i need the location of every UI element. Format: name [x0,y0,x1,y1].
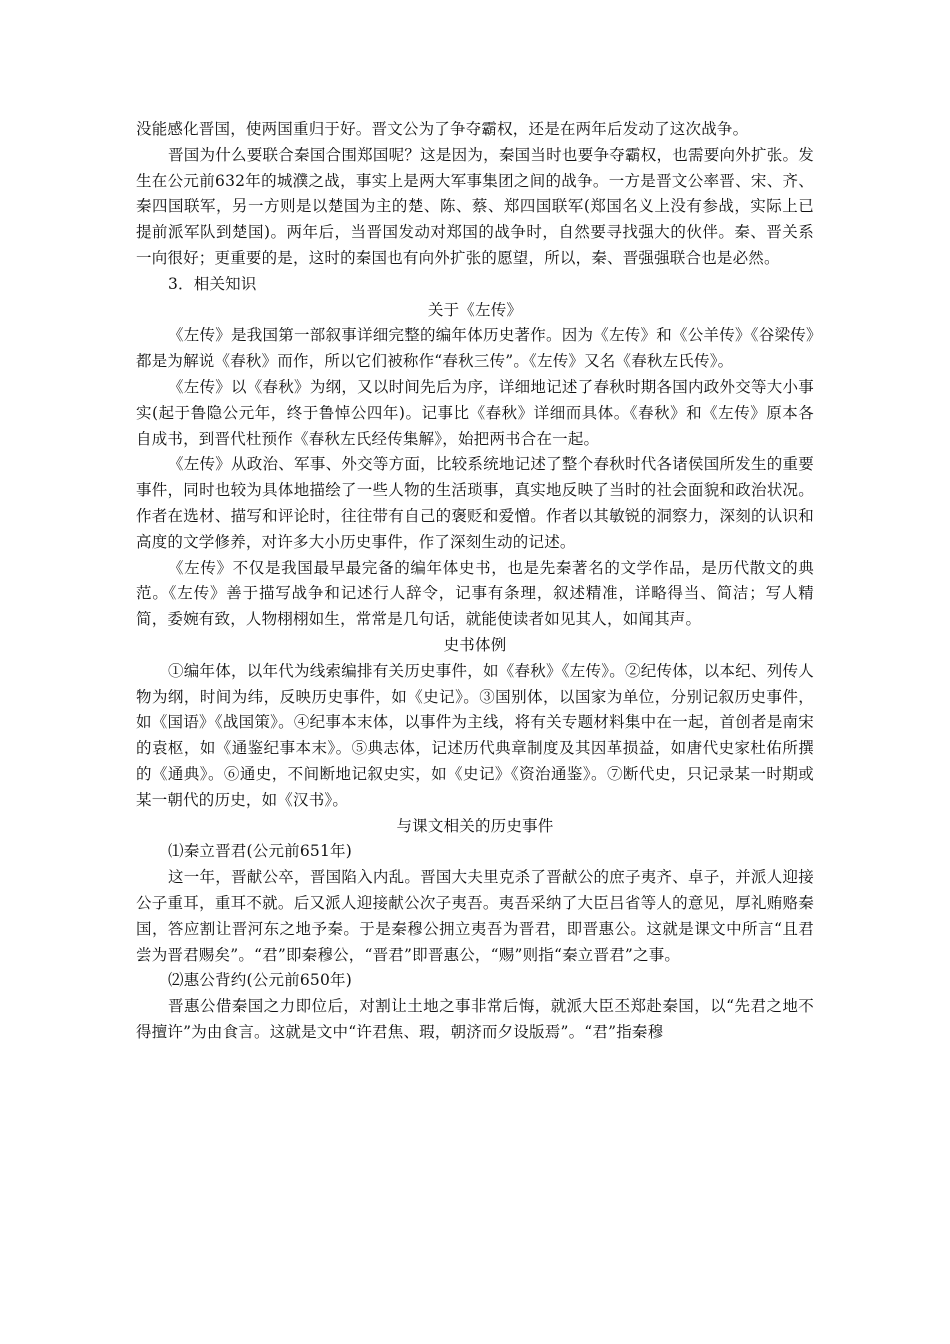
subheading-historiography-styles: 史书体例 [443,635,507,654]
paragraph-2: 晋国为什么要联合秦国合围郑国呢？这是因为，秦国当时也要争夺霸权，也需要向外扩张。发生在公元前632年的城濮之战，事实上是两大军事集团之间的战争。一方是晋文公率晋、宋、齐、秦四国联军，另一方则是以楚国为主的楚、陈、蔡、郑四国联军(郑国名义上没有参战，实际上已提前派军队到楚国)。两年后，当晋国发动对郑国的战争时，自然要寻找强大的伙伴。秦、晋关系一向很好；更重要的是，这时的秦国也有向外扩张的愿望，所以，秦、晋强强联合也是必然。 [136,145,814,267]
subheading-about-zuozhuan: 关于《左传》 [427,300,523,319]
paragraph-6: 《左传》不仅是我国最早最完备的编年体史书，也是先秦著名的文学作品，是历代散文的典范。《左传》善于描写战争和记述行人辞令，记事有条理，叙述精准，详略得当、简洁；写人精简，委婉有致，人物栩栩如生，常常是几句话，就能使读者如见其人，如闻其声。 [136,558,814,629]
paragraph-1: 没能感化晋国，使两国重归于好。晋文公为了争夺霸权，还是在两年后发动了这次战争。 [136,120,749,138]
paragraph-3: 《左传》是我国第一部叙事详细完整的编年体历史著作。因为《左传》和《公羊传》《谷梁传》都是为解说《春秋》而作，所以它们被称作“春秋三传”。《左传》又名《春秋左氏传》。 [136,326,814,371]
paragraph-7: ①编年体，以年代为线索编排有关历史事件，如《春秋》《左传》。②纪传体，以本纪、列传人物为纲，时间为纬，反映历史事件，如《史记》。③国别体，以国家为单位，分别记叙历史事件，如《国语》《战国策》。④纪事本末体，以事件为主线，将有关专题材料集中在一起，首创者是南宋的袁枢，如《通鉴纪事本末》。⑤典志体，记述历代典章制度及其因革损益，如唐代史家杜佑所撰的《通典》。⑥通史，不间断地记叙史实，如《史记》《资治通鉴》。⑦断代史，只记录某一时期或某一朝代的历史，如《汉书》。 [136,661,814,809]
paragraph-4: 《左传》以《春秋》为纲，又以时间先后为序，详细地记述了春秋时期各国内政外交等大小事实(起于鲁隐公元年，终于鲁悼公四年)。记事比《春秋》详细而具体。《春秋》和《左传》原本各自成书，到晋代杜预作《春秋左氏经传集解》，始把两书合在一起。 [136,377,814,448]
section-heading-related-knowledge: 3．相关知识 [168,274,257,293]
subheading-related-events: 与课文相关的历史事件 [396,816,554,835]
paragraph-9: 晋惠公借秦国之力即位后，对割让土地之事非常后悔，就派大臣丕郑赴秦国，以“先君之地不得擅许”为由食言。这就是文中“许君焦、瑕，朝济而夕设版焉”。“君”指秦穆 [136,997,814,1041]
paragraph-8: 这一年，晋献公卒，晋国陷入内乱。晋国大夫里克杀了晋献公的庶子夷齐、卓子，并派人迎接公子重耳，重耳不就。后又派人迎接献公次子夷吾。夷吾采纳了大臣吕省等人的意见，厚礼贿赂秦国，答应割让晋河东之地予秦。于是秦穆公拥立夷吾为晋君，即晋惠公。这就是课文中所言“且君尝为晋君赐矣”。“君”即秦穆公，“晋君”即晋惠公，“赐”则指“秦立晋君”之事。 [136,868,814,964]
event-heading-2: ⑵惠公背约(公元前650年) [168,971,352,990]
paragraph-5: 《左传》从政治、军事、外交等方面，比较系统地记述了整个春秋时代各诸侯国所发生的重要事件，同时也较为具体地描绘了一些人物的生活琐事，真实地反映了当时的社会面貌和政治状况。作者在选材、描写和评论时，往往带有自己的褒贬和爱憎。作者以其敏锐的洞察力，深刻的认识和高度的文学修养，对许多大小历史事件，作了深刻生动的记述。 [136,455,814,551]
event-heading-1: ⑴秦立晋君(公元前651年) [168,842,352,861]
